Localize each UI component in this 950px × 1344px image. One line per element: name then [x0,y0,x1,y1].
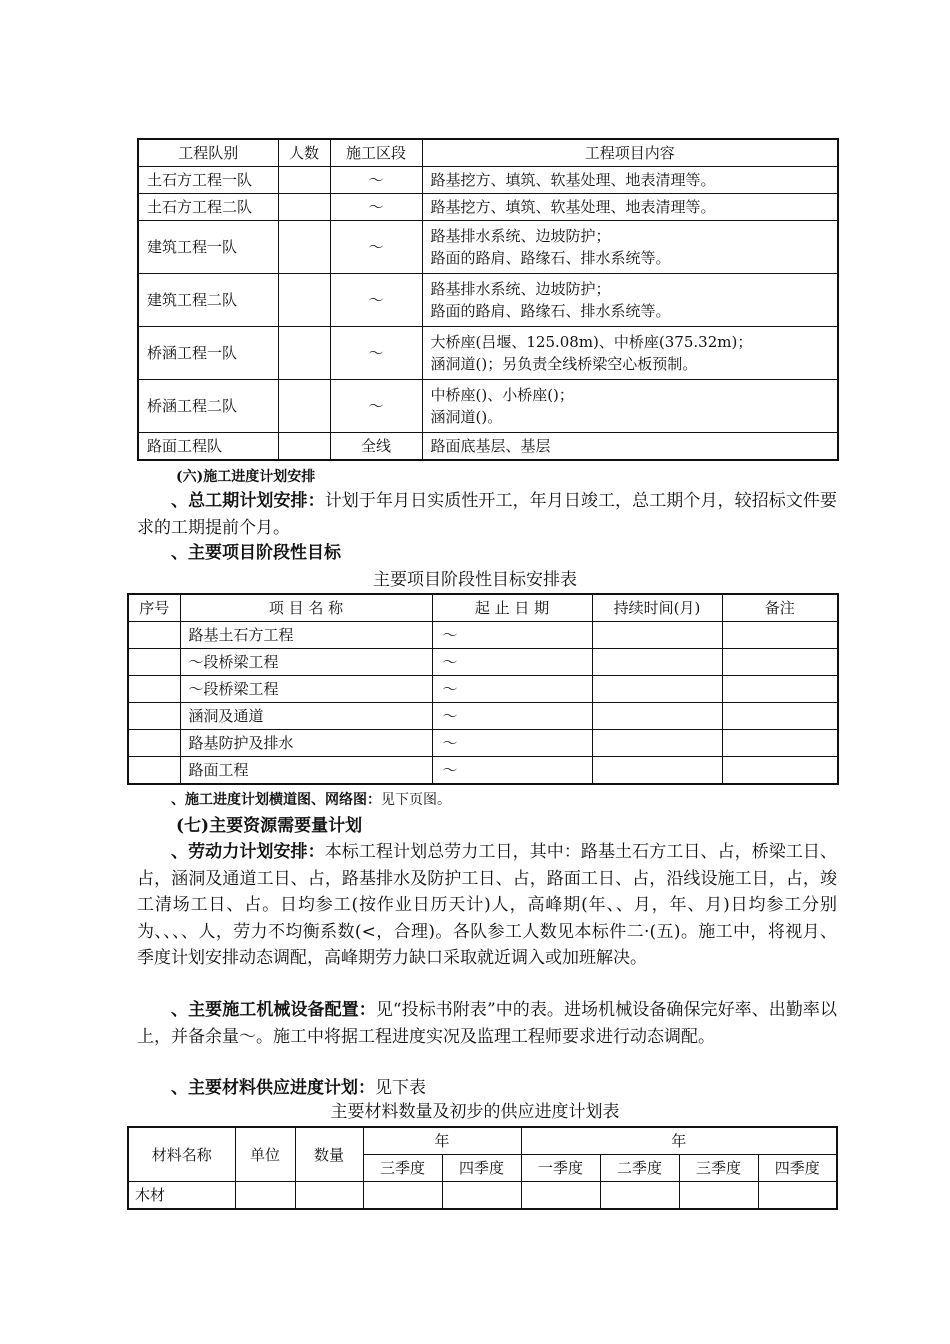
team-name: 桥涵工程一队 [138,327,278,380]
material-cell [521,1182,600,1210]
team-name: 土石方工程一队 [138,167,278,194]
work-line: 路面的路肩、路缘石、排水系统等。 [430,249,671,267]
header-note: 备注 [722,594,838,622]
header-section: 施工区段 [330,139,422,167]
header-year1: 年 [363,1127,521,1155]
milestone-note [722,649,838,676]
milestone-header [128,594,838,622]
header-team: 工程队别 [138,139,278,167]
header-quarter: 一季度 [521,1155,600,1182]
team-section: ～ [330,327,422,380]
header-unit: 单位 [235,1127,295,1182]
work-line: 中桥座()、小桥座()； [430,386,574,404]
team-count [278,433,330,461]
material-cell [363,1182,442,1210]
table-row [128,676,838,703]
milestone-no [128,703,180,730]
team-work [422,167,838,194]
milestone-date: ～ [432,622,592,649]
material-cell [600,1182,679,1210]
header-quarter: 四季度 [442,1155,521,1182]
header-no: 序号 [128,594,180,622]
team-work [422,433,838,461]
milestone-date: ～ [432,676,592,703]
labor-label: 、劳动力计划安排： [171,842,325,862]
labor-paragraph [137,839,837,972]
material-header-row1 [128,1127,837,1155]
team-work [422,194,838,221]
table-row [128,622,838,649]
table-row [128,730,838,757]
work-line: 路基挖方、填筑、软基处理、地表清理等。 [430,171,716,189]
material-caption: 主要材料数量及初步的供应进度计划表 [330,1102,620,1122]
milestone-duration [592,757,722,785]
team-work [422,274,838,327]
table-row [128,649,838,676]
table-row [128,703,838,730]
team-work [422,380,838,433]
material-label: 、主要材料供应进度计划： [171,1078,375,1098]
work-line: 路面底基层、基层 [430,437,551,455]
header-material-name: 材料名称 [128,1127,235,1182]
milestone-name: 路基土石方工程 [180,622,432,649]
header-year2: 年 [521,1127,837,1155]
header-count: 人数 [278,139,330,167]
item1-label: 、总工期计划安排： [171,491,325,511]
header-date: 起 止 日 期 [432,594,592,622]
team-name: 建筑工程二队 [138,274,278,327]
milestone-no [128,757,180,785]
work-line: 路基排水系统、边坡防护； [430,280,611,298]
header-duration: 持续时间(月) [592,594,722,622]
team-count [278,167,330,194]
header-quarter: 二季度 [600,1155,679,1182]
labor-text: 本标工程计划总劳力工日，其中：路基土石方工日、占，桥梁工日、占，涵洞及通道工日、占，路基排水及防护工日、占，路面工日、占，沿线设施工日，占，竣工清场工日、占。日均参工(按作业日历天计)人，高峰期(年、、月，年、月)日均参工分别为、、、、人，劳力不均衡系数(<，合理)。各队参工人数见本标件二·(五)。施工中，将视月、季度计划安排动态调配，高峰期劳力缺口采取就近调入或加班解决。 [137,842,838,968]
milestone-date: ～ [432,757,592,785]
milestone-note [722,757,838,785]
header-quarter: 三季度 [679,1155,758,1182]
work-line: 路面的路肩、路缘石、排水系统等。 [430,302,671,320]
milestone-date: ～ [432,703,592,730]
milestone-date: ～ [432,649,592,676]
table-row [138,327,838,380]
milestone-duration [592,676,722,703]
milestone-no [128,676,180,703]
work-line: 路基排水系统、边坡防护； [430,227,611,245]
team-count [278,194,330,221]
milestone-name: ～段桥梁工程 [180,649,432,676]
header-quantity: 数量 [295,1127,363,1182]
table-row [128,757,838,785]
team-section: ～ [330,194,422,221]
header-quarter: 四季度 [758,1155,837,1182]
material-unit [235,1182,295,1210]
milestone-table [127,593,839,785]
material-name: 木材 [128,1182,235,1210]
header-name: 项 目 名 称 [180,594,432,622]
material-table [127,1126,838,1210]
team-name: 桥涵工程二队 [138,380,278,433]
work-line: 大桥座(吕堰、125.08m)、中桥座(375.32m)； [430,333,753,351]
team-name: 建筑工程一队 [138,221,278,274]
team-name: 路面工程队 [138,433,278,461]
work-line: 涵洞道()；另负责全线桥梁空心板预制。 [430,355,698,373]
table-row [138,221,838,274]
material-cell [679,1182,758,1210]
table-row [138,274,838,327]
table-row [138,167,838,194]
team-count [278,380,330,433]
section6-item2: 、主要项目阶段性目标 [171,543,341,563]
milestone-no [128,649,180,676]
material-line [171,1075,426,1101]
milestone-note [722,703,838,730]
table-row [138,433,838,461]
table-row [128,1182,837,1210]
material-cell [442,1182,521,1210]
milestone-note [722,622,838,649]
team-section: 全线 [330,433,422,461]
item1-text: 计划于年月日实质性开工，年月日竣工，总工期个月，较招标文件要求的工期提前个月。 [137,491,838,538]
team-section: ～ [330,167,422,194]
team-name: 土石方工程二队 [138,194,278,221]
team-count [278,274,330,327]
machine-label: 、主要施工机械设备配置： [171,1000,376,1020]
team-count [278,221,330,274]
team-count [278,327,330,380]
team-section: ～ [330,380,422,433]
item3 [171,787,451,813]
material-quantity [295,1182,363,1210]
team-work [422,221,838,274]
section6-heading: (六)施工进度计划安排 [176,469,316,485]
team-table [137,138,839,461]
material-cell [758,1182,837,1210]
milestone-note [722,676,838,703]
milestone-duration [592,649,722,676]
section6-item1 [137,488,837,541]
machine-paragraph [137,997,837,1050]
milestone-no [128,622,180,649]
team-table-header [138,139,838,167]
team-work [422,327,838,380]
item3-label: 、施工进度计划横道图、网络图： [171,792,381,808]
machine-text: 见“投标书附表”中的表。进场机械设备确保完好率、出勤率以上，并备余量～。施工中将据工程进度实况及监理工程师要求进行动态调配。 [137,1000,837,1047]
section7-heading: (七)主要资源需要量计划 [176,816,363,836]
milestone-date: ～ [432,730,592,757]
milestone-name: 涵洞及通道 [180,703,432,730]
table-row [138,380,838,433]
work-line: 涵洞道()。 [430,408,503,426]
milestone-name: 路面工程 [180,757,432,785]
team-section: ～ [330,274,422,327]
header-quarter: 三季度 [363,1155,442,1182]
milestone-caption: 主要项目阶段性目标安排表 [373,570,577,590]
item3-text: 见下页图。 [381,792,451,808]
milestone-duration [592,730,722,757]
milestone-no [128,730,180,757]
milestone-name: 路基防护及排水 [180,730,432,757]
milestone-duration [592,703,722,730]
milestone-note [722,730,838,757]
material-text: 见下表 [375,1078,426,1098]
header-work: 工程项目内容 [422,139,838,167]
milestone-name: ～段桥梁工程 [180,676,432,703]
work-line: 路基挖方、填筑、软基处理、地表清理等。 [430,198,716,216]
milestone-duration [592,622,722,649]
team-section: ～ [330,221,422,274]
table-row [138,194,838,221]
